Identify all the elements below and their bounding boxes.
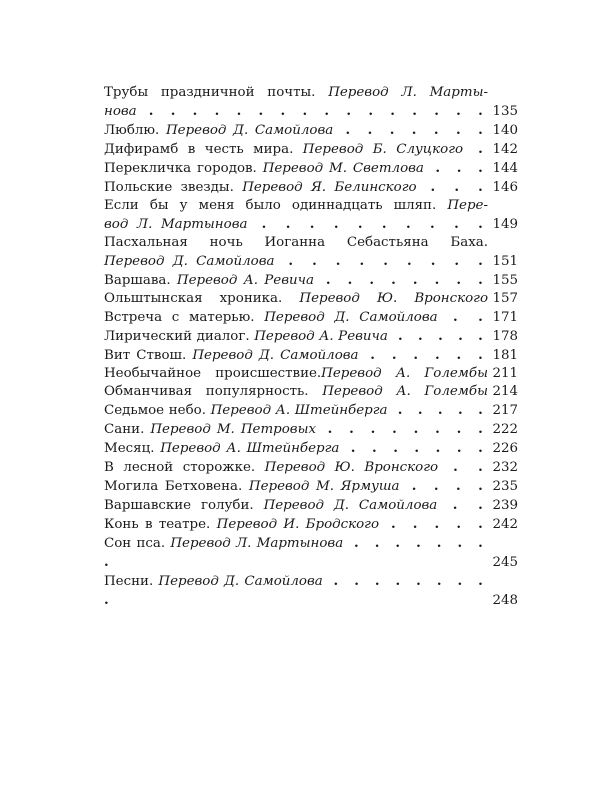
page-number: 171 — [492, 310, 518, 325]
page-number: 181 — [492, 348, 518, 363]
page-number: 155 — [492, 273, 518, 288]
dot-leader: . . . . . . . . — [104, 535, 488, 570]
dot-leader: . . . . . . . — [339, 440, 488, 456]
translator-credit: Перевод Ю. Вронского — [264, 460, 439, 475]
page-number: 222 — [492, 422, 518, 437]
toc-entry-line — [104, 365, 488, 383]
dot-leader: . . — [437, 497, 488, 513]
page-number: 217 — [492, 403, 518, 418]
page-number: 235 — [492, 479, 518, 494]
poem-title: Встреча с матерью. — [104, 310, 265, 325]
toc-entry-line — [104, 271, 488, 290]
toc-entry — [104, 572, 518, 610]
toc-entry-line — [104, 290, 488, 308]
page-number: 239 — [492, 498, 518, 513]
toc-entry — [104, 346, 518, 365]
page-number: 144 — [492, 161, 518, 176]
dot-leader: . . . . — [399, 478, 488, 494]
toc-entry — [104, 234, 518, 271]
translator-credit: Перевод Д. Самойлова — [165, 123, 334, 138]
toc-entry-line — [104, 439, 488, 458]
toc-entry-line — [104, 197, 488, 215]
poem-title: Вит Ствош. — [104, 348, 193, 363]
toc-entry — [104, 439, 518, 458]
toc-entry — [104, 534, 518, 572]
translator-credit: нова — [104, 104, 137, 119]
toc-entry-line — [104, 121, 488, 140]
dot-leader: . . . — [416, 179, 489, 195]
poem-title: Трубы праздничной почты. — [104, 85, 329, 100]
toc-entry — [104, 458, 518, 477]
dot-leader: . . . . . . . . . — [274, 253, 488, 269]
toc-entry — [104, 84, 518, 121]
poem-title: Если бы у меня было одиннадцать шляп. — [104, 198, 448, 213]
toc-entry-line — [104, 327, 488, 346]
poem-title: Необычайное происшествие. — [104, 366, 322, 381]
poem-title: Перекличка городов. — [104, 161, 263, 176]
toc-entry-line — [104, 159, 488, 178]
page-number: 214 — [492, 384, 518, 399]
toc-entry-line — [104, 572, 488, 610]
translator-credit: Перевод М. Ярмуша — [248, 479, 400, 494]
page-number: 149 — [492, 217, 518, 232]
translator-credit: Перевод Д. Самойлова — [158, 574, 323, 589]
translator-credit: Пере- — [447, 198, 488, 213]
translator-credit: Перевод Д. Самойлова — [192, 348, 359, 363]
toc-entry-line — [104, 420, 488, 439]
poem-title: Седьмое небо. — [104, 403, 211, 418]
toc-entry-line — [104, 383, 488, 401]
toc-entry-line — [104, 215, 488, 234]
translator-credit: Перевод А. Ревича — [254, 329, 388, 344]
toc-entry-line — [104, 346, 488, 365]
translator-credit: Перевод Д. Самойлова — [104, 254, 275, 269]
translator-credit: Перевод Л. Марты- — [328, 85, 488, 100]
poem-title: Сани. — [104, 422, 151, 437]
poem-title: Лирический диалог. — [104, 329, 255, 344]
toc-entry — [104, 271, 518, 290]
dot-leader: . . — [437, 309, 489, 325]
toc-entry-line — [104, 515, 488, 534]
page-number: 140 — [492, 123, 518, 138]
toc-entry — [104, 140, 518, 159]
translator-credit: Перевод Б. Слуцкого — [302, 142, 464, 157]
translator-credit: вод Л. Мартынова — [104, 217, 248, 232]
poem-title: Обманчивая популярность. — [104, 384, 323, 399]
poem-title: Месяц. — [104, 441, 161, 456]
toc-entry-line — [104, 458, 488, 477]
toc-entry — [104, 401, 518, 420]
toc-entry — [104, 420, 518, 439]
toc-entry-line — [104, 234, 488, 252]
poem-title: Пасхальная ночь Иоганна Себастьяна Баха. — [104, 235, 488, 250]
poem-title: Дифирамб в честь мира. — [104, 142, 303, 157]
dot-leader: . . . . . . . . — [316, 421, 489, 437]
dot-leader: . . . . . . . . . . — [247, 216, 488, 232]
poem-title: Варшавские голуби. — [104, 498, 264, 513]
toc-entry-line — [104, 178, 488, 197]
toc-entry — [104, 197, 518, 234]
poem-title: Люблю. — [104, 123, 166, 138]
toc-entry-line — [104, 534, 488, 572]
toc-entry — [104, 290, 518, 308]
dot-leader: . . . . . . . . . — [104, 573, 488, 608]
poem-title: Польские звезды. — [104, 180, 243, 195]
dot-leader: . . . . . — [387, 402, 488, 418]
translator-credit: Перевод Ю. Вронского — [299, 291, 489, 306]
translator-credit: Перевод М. Светлова — [262, 161, 424, 176]
table-of-contents — [104, 84, 518, 610]
poem-title: В лесной сторожке. — [104, 460, 265, 475]
translator-credit: Перевод Д. Самойлова — [264, 310, 438, 325]
toc-entry — [104, 178, 518, 197]
translator-credit: Перевод А. Голембы — [322, 384, 488, 399]
translator-credit: Перевод И. Бродского — [216, 517, 380, 532]
toc-entry — [104, 383, 518, 401]
poem-title: Конь в театре. — [104, 517, 217, 532]
toc-entry-line — [104, 477, 488, 496]
translator-credit: Перевод А. Штейнберга — [160, 441, 340, 456]
dot-leader: . . . . . — [379, 516, 488, 532]
page-number: 146 — [492, 180, 518, 195]
poem-title: Могила Бетховена. — [104, 479, 249, 494]
toc-entry-line — [104, 252, 488, 271]
toc-entry-line — [104, 84, 488, 102]
page-number: 151 — [492, 254, 518, 269]
page-number: 211 — [492, 366, 518, 381]
toc-entry-line — [104, 308, 488, 327]
page-number: 157 — [492, 291, 518, 306]
poem-title: Песни. — [104, 574, 159, 589]
translator-credit: Перевод Л. Мартынова — [170, 536, 344, 551]
toc-entry-line — [104, 401, 488, 420]
dot-leader: . — [463, 141, 488, 157]
dot-leader: . . . . . — [387, 328, 488, 344]
toc-entry-line — [104, 102, 488, 121]
translator-credit: Перевод А. Ревича — [176, 273, 314, 288]
toc-entry-line — [104, 496, 488, 515]
poem-title: Сон пса. — [104, 536, 171, 551]
toc-entry-line — [104, 140, 488, 159]
translator-credit: Перевод М. Петровых — [150, 422, 317, 437]
toc-entry — [104, 515, 518, 534]
poem-title: Варшава. — [104, 273, 177, 288]
dot-leader: . . — [438, 459, 488, 475]
dot-leader: . . . . . . . . . . . . . . . . — [136, 103, 488, 119]
dot-leader: . . . . . . — [358, 347, 488, 363]
toc-entry — [104, 477, 518, 496]
dot-leader: . . . . . . . . — [313, 272, 488, 288]
translator-credit: Перевод А. Голембы — [321, 366, 488, 381]
page-number: 226 — [492, 441, 518, 456]
dot-leader: . . . . . . . — [333, 122, 489, 138]
toc-entry — [104, 365, 518, 383]
translator-credit: Перевод А. Штейнберга — [210, 403, 388, 418]
translator-credit: Перевод Я. Белинского — [242, 180, 417, 195]
page-number: 248 — [492, 593, 518, 608]
poem-title: Ольштынская хроника. — [104, 291, 300, 306]
toc-entry — [104, 159, 518, 178]
toc-entry — [104, 121, 518, 140]
page-number: 232 — [492, 460, 518, 475]
toc-entry — [104, 308, 518, 327]
page-number: 242 — [492, 517, 518, 532]
page-number: 135 — [492, 104, 518, 119]
page-number: 178 — [492, 329, 518, 344]
page-number: 142 — [492, 142, 518, 157]
dot-leader: . . . — [423, 160, 488, 176]
toc-entry — [104, 496, 518, 515]
page-number: 245 — [492, 555, 518, 570]
translator-credit: Перевод Д. Самойлова — [263, 498, 438, 513]
toc-entry — [104, 327, 518, 346]
